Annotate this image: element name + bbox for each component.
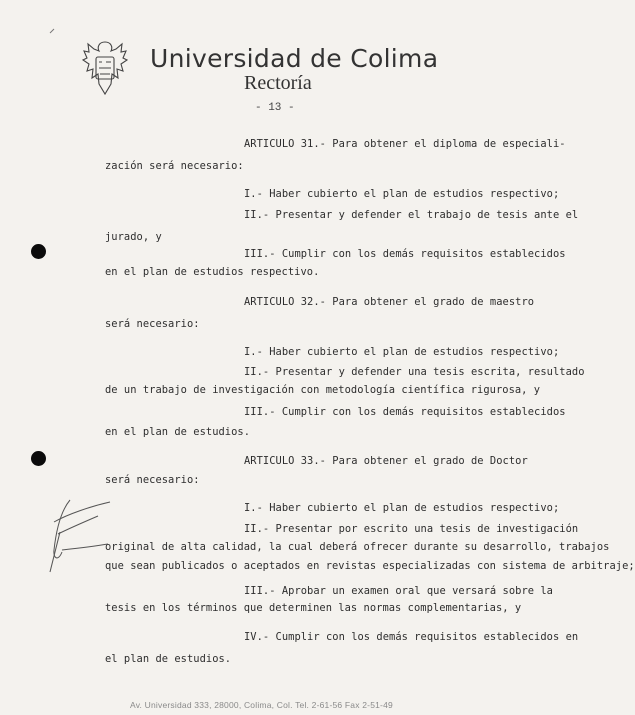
university-crest-icon bbox=[80, 38, 130, 98]
text-line: tesis en los términos que determinen las normas complementarias, y bbox=[105, 602, 522, 614]
text-line: el plan de estudios. bbox=[105, 653, 232, 665]
article-32-heading: ARTICULO 32.- Para obtener el grado de maestro bbox=[244, 296, 535, 308]
office-title: Rectoría bbox=[244, 72, 312, 94]
text-line: original de alta calidad, la cual deberá ofrecer durante su desarrollo, trabajos bbox=[105, 541, 610, 553]
text-line: I.- Haber cubierto el plan de estudios respectivo; bbox=[244, 502, 560, 514]
text-line: II.- Presentar y defender una tesis escrita, resultado bbox=[244, 366, 585, 378]
text-line: II.- Presentar por escrito una tesis de investigación bbox=[244, 523, 579, 535]
text-line: IV.- Cumplir con los demás requisitos establecidos en bbox=[244, 631, 579, 643]
text-line: III.- Cumplir con los demás requisitos establecidos bbox=[244, 406, 566, 418]
text-line: III.- Aprobar un examen oral que versará sobre la bbox=[244, 585, 553, 597]
text-line: I.- Haber cubierto el plan de estudios respectivo; bbox=[244, 188, 560, 200]
text-line: II.- Presentar y defender el trabajo de tesis ante el bbox=[244, 209, 579, 221]
signature-mark bbox=[40, 492, 150, 582]
text-line: jurado, y bbox=[105, 231, 162, 243]
text-line: en el plan de estudios respectivo. bbox=[105, 266, 320, 278]
punch-hole bbox=[31, 451, 46, 466]
page-number: - 13 - bbox=[255, 102, 295, 114]
punch-hole bbox=[31, 244, 46, 259]
scan-mark bbox=[50, 18, 54, 22]
text-line: en el plan de estudios. bbox=[105, 426, 251, 438]
article-33-heading: ARTICULO 33.- Para obtener el grado de Doctor bbox=[244, 455, 528, 467]
text-line: I.- Haber cubierto el plan de estudios respectivo; bbox=[244, 346, 560, 358]
text-line: zación será necesario: bbox=[105, 160, 244, 172]
text-line: III.- Cumplir con los demás requisitos establecidos bbox=[244, 248, 566, 260]
text-line: será necesario: bbox=[105, 474, 200, 486]
text-line: que sean publicados o aceptados en revistas especializadas con sistema de arbitraje; bbox=[105, 560, 635, 572]
article-31-heading: ARTICULO 31.- Para obtener el diploma de especiali- bbox=[244, 138, 566, 150]
footer-address: Av. Universidad 333, 28000, Colima, Col. Tel. 2-61-56 Fax 2-51-49 bbox=[130, 700, 393, 710]
text-line: será necesario: bbox=[105, 318, 200, 330]
text-line: de un trabajo de investigación con metodología científica rigurosa, y bbox=[105, 384, 541, 396]
university-name: Universidad de Colima bbox=[150, 44, 439, 73]
